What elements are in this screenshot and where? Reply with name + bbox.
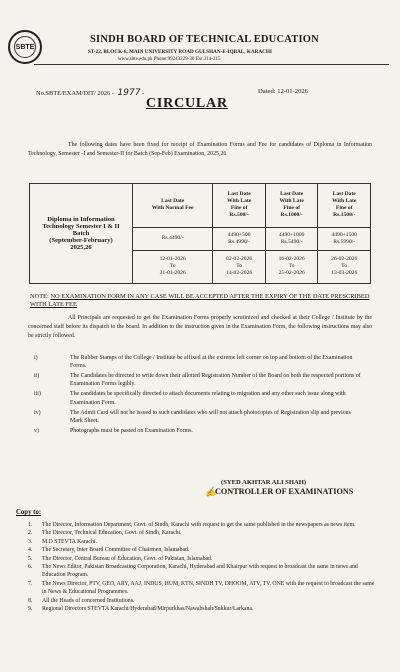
board-seal-icon [8, 30, 42, 64]
date-cell: 02-02-2026 To 14-02-2026 [213, 250, 266, 283]
list-item: 1. The Director, Information Department, Govt. of Sindh, Karachi with request to get the same published in the newspapers as news item. [28, 522, 356, 528]
signatory-title: CONTROLLER OF EXAMINATIONS [215, 487, 354, 496]
fee-cell: 4490+1000 Rs.5490/- [265, 227, 318, 250]
intro-paragraph: The following dates have been fixed for receipt of Examination Forms and Fee for candidates of Diploma in Information Technology, Semester -I and Semester-II for Batch (Sep-Feb) Examination, 2025,26 [28, 142, 372, 158]
program-cell: Diploma in Information Technology Semester I & II Batch (September-February) 2025,26 [30, 184, 133, 284]
list-item: iii) The candidates be specifically directed to attach documents relating to migration and any other such issue along with Examination Form. [34, 391, 346, 406]
list-item: 2. The Director, Technical Education, Govt. of Sindh, Karachi. [28, 530, 182, 537]
list-item: 3. M.D STEVTA Karachi. [28, 538, 97, 545]
fee-cell: 4490+500 Rs.4990/- [213, 227, 266, 250]
date-cell: 16-02-2026 To 25-02-2026 [265, 250, 318, 283]
copy-to-heading: Copy to: [16, 509, 42, 516]
deadline-note [30, 293, 370, 310]
fee-cell: Rs.4490/- [133, 227, 213, 250]
list-item: ii) The Candidates be directed to write down their allotted Registration Number of the Board on both the respected portions of Examination Forms legibly. [34, 373, 361, 388]
date-cell: 26-02-2026 To 13-03-2026 [318, 250, 371, 283]
copy-to-list [28, 521, 378, 613]
list-item: 7. The News Director, PTV, GEO, ARY, AAJ, INDUS, HUM, KTN, SINDH TV, DHOOM, ATV, TV. ONE with the request to broadcast the same in News & Educational Programmes. [28, 580, 375, 596]
board-title: SINDH BOARD OF TECHNICAL EDUCATION [90, 34, 319, 45]
list-item: 9. Regional Directors STEVTA Karachi/Hyderabad/Mirpurkhas/Nawabshah/Sukkur/Larkana. [28, 606, 254, 613]
note-label: NOTE: [30, 293, 49, 300]
table-row [30, 184, 371, 228]
page-title: CIRCULAR [146, 96, 228, 111]
header-cell-late-500: Last Date With Late Fine of Rs.500/- [213, 184, 266, 228]
signatory-name: (SYED AKHTAR ALI SHAH) [221, 479, 307, 486]
instructions-paragraph: All Principals are requested to get the Examination Forms properly scrutinized and checked at their College / Institute by the concerned staff before its dispatch to the board. In addition to the instruction given in the Examination Form, the following instructions may also be strictly followed. [28, 315, 372, 340]
list-item: v) Photographs must be pasted on Examination Forms. [34, 427, 193, 434]
note-text: NO EXAMINATION FORM IN ANY CASE WILL BE ACCEPTED AFTER THE EXPIRY OF THE DATE PRESCRIBED WITH LATE FEE [30, 293, 370, 309]
reference-number [36, 88, 144, 98]
date-cell: 12-01-2026 To 31-01-2026 [133, 250, 213, 283]
reference-suffix: - [142, 90, 145, 97]
fee-schedule-table [29, 183, 371, 284]
signature-icon: ✍ [204, 486, 218, 500]
header-cell-late-1000: Last Date With Late Fine of Rs.1000/- [265, 184, 318, 228]
board-address: ST-22, BLOCK-6, MAIN UNIVERSITY ROAD GULSHAN-E-IQBAL, KARACHI [88, 49, 272, 55]
circular-date: Dated: 12-01-2026 [258, 88, 308, 95]
seal-emblem: SBTE [14, 36, 36, 58]
board-contact: www.sbte.edu.pk Phone:99243229-30 Ext.314-315 [118, 57, 221, 62]
list-item: iv) The Admit Card will not be issued to such candidates who will not attach photocopies of Registration slip and previous Mark Sheet. [34, 409, 351, 424]
list-item: 8. All the Heads of concerned Institutions. [28, 597, 135, 604]
reference-handwritten-number: 1977 [117, 88, 141, 98]
header-cell-late-1500: Last Date With Late Fine of Rs.1500/- [318, 184, 371, 228]
header-cell-normal-fee: Last Date With Normal Fee [133, 184, 213, 228]
header-rule [34, 64, 389, 65]
list-item: 6. The News Editor, Pakistan Broadcasting Corporation, Karachi, Hyderabad and Khairpur with request to broadcast the same in news and Education Program. [28, 564, 358, 579]
list-item: 4. The Secretary, Inter Board Committee of Chairmen, Islamabad. [28, 547, 190, 554]
reference-prefix: No.SBTE/EXAM/DIT/ 2026 - [36, 90, 114, 97]
list-item: i) The Rubber Stamps of the College / Institute be affixed at the extreme left corner on top and bottom of the Examination Forms. [34, 355, 353, 370]
list-item: 5. The Director, Central Bureau of Education, Govt. of Pakistan, Islamabad. [28, 555, 213, 562]
instruction-list [34, 354, 364, 437]
fee-cell: 4490+1500 Rs.5990/- [318, 227, 371, 250]
